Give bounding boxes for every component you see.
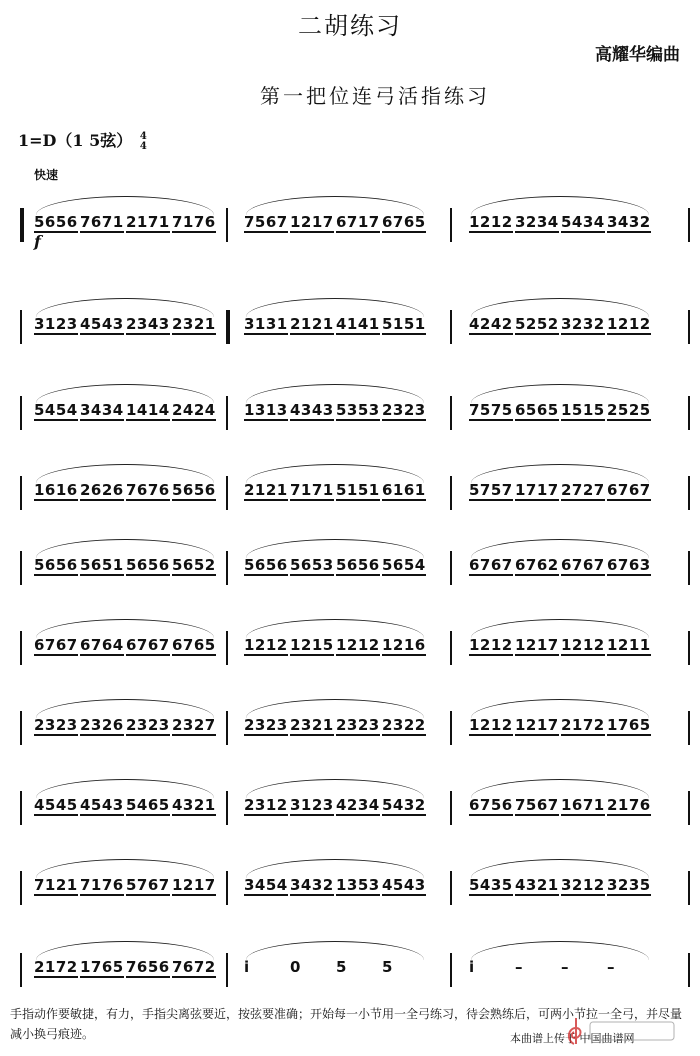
note-group: 4321 [515,876,559,894]
note-group: – [515,958,523,976]
note-group: 2327 [172,716,216,734]
note-group: – [561,958,569,976]
measure [30,533,220,593]
note-group: 1212 [469,636,513,654]
note-group: 2121 [290,315,334,333]
measure [240,693,430,753]
barline [688,791,690,825]
measure [30,458,220,518]
barline [450,551,452,585]
note-group: 6565 [515,401,559,419]
note-group: 7676 [126,481,170,499]
barline [688,208,690,242]
barline [20,953,22,987]
score-row [0,190,700,250]
note-group: 1212 [244,636,288,654]
source-note: 本曲谱上传于 中国曲谱网 [510,1032,635,1045]
note-group: 5656 [336,556,380,574]
barline [450,476,452,510]
score-row [0,292,700,352]
note-group: 7176 [80,876,124,894]
note-group: 1217 [290,213,334,231]
barline [688,476,690,510]
note-group: 5656 [172,481,216,499]
note-group: 6765 [172,636,216,654]
note-group: 5 [382,958,393,976]
barline [20,476,22,510]
note-group: 5151 [382,315,426,333]
measure [465,533,655,593]
note-group: 1217 [515,636,559,654]
note-group: 1216 [382,636,426,654]
note-group: 2323 [126,716,170,734]
piece-subtitle: 第一把位连弓活指练习 [260,84,490,108]
page-title: 二胡练习 [298,12,402,40]
measure [240,853,430,913]
measure [30,292,220,352]
measure [30,190,220,250]
note-group: 2312 [244,796,288,814]
barline [226,476,228,510]
note-group: 2121 [244,481,288,499]
barline [20,791,22,825]
note-group: 5656 [34,556,78,574]
note-group: 1313 [244,401,288,419]
note-group: 7176 [172,213,216,231]
note-group: 7671 [80,213,124,231]
note-group: 5151 [336,481,380,499]
note-group: 6717 [336,213,380,231]
note-group: 5656 [244,556,288,574]
barline [20,310,22,344]
measure [240,773,430,833]
measure [465,190,655,250]
note-group: 5767 [126,876,170,894]
note-group: 5757 [469,481,513,499]
note-group: 5353 [336,401,380,419]
note-group: 4545 [34,796,78,814]
note-group: 3234 [515,213,559,231]
note-group: 4141 [336,315,380,333]
note-group: 2322 [382,716,426,734]
time-signature [140,132,147,152]
note-group: 2626 [80,481,124,499]
note-group: 2343 [126,315,170,333]
note-group: 5654 [382,556,426,574]
barline [226,396,228,430]
measure [465,693,655,753]
note-group: 6763 [607,556,651,574]
note-group: 2172 [34,958,78,976]
measure [30,613,220,673]
measure [30,773,220,833]
score-row [0,613,700,673]
note-group: 2176 [607,796,651,814]
measure [465,935,655,995]
slur [471,941,649,960]
note-group: 2326 [80,716,124,734]
note-group: 1353 [336,876,380,894]
note-group: 4543 [382,876,426,894]
note-group: 1765 [80,958,124,976]
barline [20,711,22,745]
barline [450,953,452,987]
note-group: 1217 [172,876,216,894]
note-group: 5652 [172,556,216,574]
measure [30,378,220,438]
measure [30,693,220,753]
note-group: 3454 [244,876,288,894]
score-row [0,533,700,593]
note-group: 2323 [244,716,288,734]
note-group: 5432 [382,796,426,814]
note-group: 3123 [34,315,78,333]
note-group: 4321 [172,796,216,814]
note-group: 6767 [469,556,513,574]
note-group: 5656 [34,213,78,231]
note-group: 2727 [561,481,605,499]
barline [688,551,690,585]
footer-instructions: 手指动作要敏捷，有力，手指尖离弦要近，按弦要准确；开始每一小节用一全弓练习，待会熟练后，可两小节拉一全弓，并尽量减小换弓痕迹。 [10,1007,683,1041]
note-group: 4242 [469,315,513,333]
barline [226,871,228,905]
barline [20,871,22,905]
measure [30,853,220,913]
barline [226,310,230,344]
measure [240,935,430,995]
barline [20,208,24,242]
barline [20,631,22,665]
note-group: 1765 [607,716,651,734]
note-group: 5651 [80,556,124,574]
barline [226,711,228,745]
note-group: 2424 [172,401,216,419]
note-group: 5465 [126,796,170,814]
note-group: 6161 [382,481,426,499]
barline [688,396,690,430]
score-row [0,853,700,913]
note-group: 1212 [607,315,651,333]
note-group: 6765 [382,213,426,231]
note-group: 6756 [469,796,513,814]
barline [450,711,452,745]
measure [465,458,655,518]
note-group: 2323 [34,716,78,734]
score-row [0,935,700,995]
tempo-marking: 快速 [34,168,59,182]
score-row [0,378,700,438]
barline [450,396,452,430]
barline [450,310,452,344]
note-group: 6762 [515,556,559,574]
note-group: 1616 [34,481,78,499]
note-group: 2525 [607,401,651,419]
note-group: 7575 [469,401,513,419]
note-group: 2323 [336,716,380,734]
key-signature [18,128,147,152]
barline [226,551,228,585]
barline [226,208,228,242]
barline [450,208,452,242]
note-group: 7567 [515,796,559,814]
measure [240,190,430,250]
barline [688,310,690,344]
note-group: 3434 [80,401,124,419]
barline [688,871,690,905]
barline [450,791,452,825]
note-group: 6767 [126,636,170,654]
note-group: 1717 [515,481,559,499]
key-signature-text: 1=D（1 5弦） [18,131,133,150]
note-group: 3232 [561,315,605,333]
note-group: 7121 [34,876,78,894]
note-group: 3212 [561,876,605,894]
measure [465,773,655,833]
note-group: 3432 [290,876,334,894]
note-group: 5435 [469,876,513,894]
note-group: 1217 [515,716,559,734]
barline [450,871,452,905]
note-group: 2321 [290,716,334,734]
note-group: 4543 [80,315,124,333]
score-row [0,693,700,753]
time-signature-bottom: 4 [139,140,147,152]
note-group: i [244,958,250,976]
note-group: 6767 [607,481,651,499]
barline [688,631,690,665]
barline [226,631,228,665]
note-group: 1414 [126,401,170,419]
note-group: 0 [290,958,301,976]
note-group: 1212 [469,716,513,734]
note-group: 5656 [126,556,170,574]
measure [240,292,430,352]
note-group: 7672 [172,958,216,976]
note-group: 3235 [607,876,651,894]
note-group: 1671 [561,796,605,814]
note-group: 1212 [561,636,605,654]
note-group: 5434 [561,213,605,231]
measure [465,853,655,913]
note-group: 2172 [561,716,605,734]
note-group: 5653 [290,556,334,574]
measure [240,378,430,438]
note-group: – [607,958,615,976]
score-row [0,773,700,833]
note-group: 5 [336,958,347,976]
note-group: i [469,958,475,976]
time-signature-top: 4 [139,130,147,142]
note-group: 1215 [290,636,334,654]
note-group: 2321 [172,315,216,333]
barline [450,631,452,665]
measure [240,458,430,518]
note-group: 3123 [290,796,334,814]
measure [465,378,655,438]
composer: 高耀华编曲 [595,45,680,65]
note-group: 5454 [34,401,78,419]
note-group: 4543 [80,796,124,814]
note-group: 6767 [34,636,78,654]
measure [240,613,430,673]
note-group: 1212 [469,213,513,231]
barline [226,953,228,987]
note-group: 7567 [244,213,288,231]
note-group: 7656 [126,958,170,976]
barline [688,711,690,745]
barline [688,953,690,987]
measure [465,613,655,673]
barline [226,791,228,825]
note-group: 6767 [561,556,605,574]
note-group: 3432 [607,213,651,231]
note-group: 3131 [244,315,288,333]
measure [465,292,655,352]
note-group: 7171 [290,481,334,499]
note-group: 4343 [290,401,334,419]
note-group: 5252 [515,315,559,333]
note-group: 2171 [126,213,170,231]
site-logo-icon [560,1014,680,1048]
note-group: 4234 [336,796,380,814]
measure [30,935,220,995]
note-group: 2323 [382,401,426,419]
note-group: 1212 [336,636,380,654]
note-group: 1515 [561,401,605,419]
barline [20,551,22,585]
measure [240,533,430,593]
dynamic-marking: f [34,232,41,251]
note-group: 6764 [80,636,124,654]
score-row [0,458,700,518]
barline [20,396,22,430]
slur [246,941,424,960]
note-group: 1211 [607,636,651,654]
